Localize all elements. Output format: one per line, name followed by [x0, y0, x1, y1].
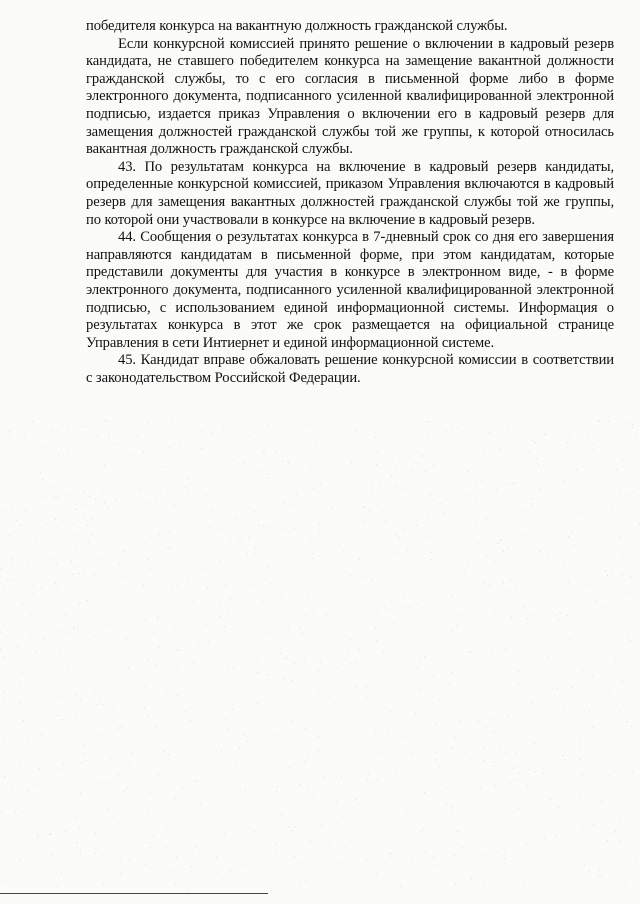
document-body: [86, 18, 614, 387]
paragraph-continuation: победителя конкурса на вакантную должность гражданской службы.: [86, 18, 508, 34]
paragraph-reserve-consent: Если конкурсной комиссией принято решение о включении в кадровый резерв кандидата, не ставшего победителем конкурса на замещение вакантной должности гражданской службы, то с его согласия в письменной форме либо в форме электронного документа, подписанного усиленной квалифицированной электронной подписью, издается приказ Управления о включении его в кадровый резерв для замещения должностей гражданской службы той же группы, к которой относилась вакантная должность гражданской службы.: [86, 35, 614, 158]
paragraph-45: 45. Кандидат вправе обжаловать решение конкурсной комиссии в соответствии с законодательством Российской Федерации.: [86, 352, 614, 386]
paragraph-44: 44. Сообщения о результатах конкурса в 7-дневный срок со дня его завершения направляются кандидатам в письменной форме, при этом кандидатам, которые представили документы для участия в конкурсе в электронном виде, - в форме электронного документа, подписанного усиленной квалифицированной электронной подписью, с использованием единой информационной системы. Информация о результатах конкурса в этот же срок размещается на официальной странице Управления в сети Интиернет и единой информационной системе.: [86, 229, 614, 351]
bottom-rule: [0, 893, 268, 894]
paragraph-43: 43. По результатам конкурса на включение в кадровый резерв кандидаты, определенные конкурсной комиссией, приказом Управления включаются в кадровый резерв для замещения вакантных должностей гражданской службы той же группы, по которой они участвовали в конкурсе на включение в кадровый резерв.: [86, 158, 614, 228]
